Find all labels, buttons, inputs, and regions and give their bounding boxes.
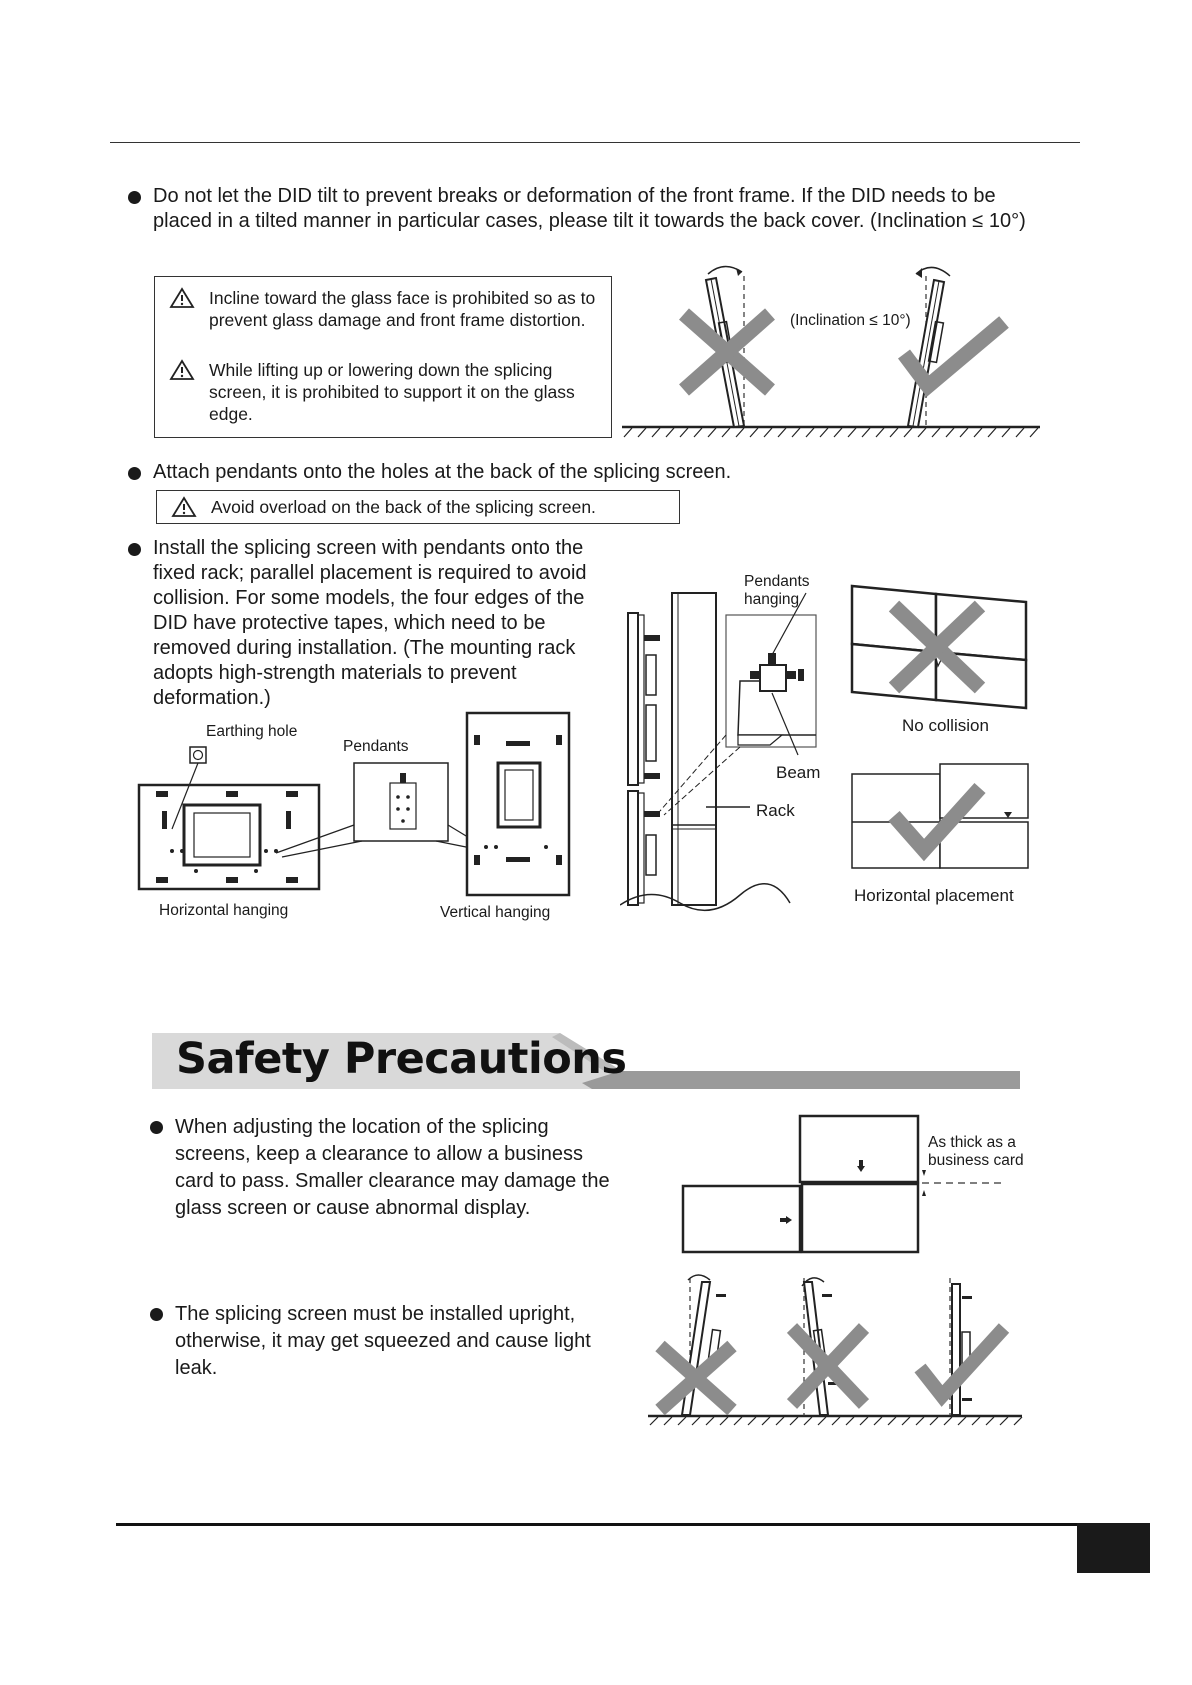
bullet-pendants: [128, 460, 1048, 485]
bullet-text: When adjusting the location of the splicing screens, keep a clearance to allow a business card to pass. Smaller clearance may damage the glass screen or cause abnormal display.: [175, 1116, 610, 1219]
footer-rule: [116, 1523, 1080, 1526]
rack-illustration: [620, 585, 850, 915]
business-card-line-1: As thick as a: [928, 1134, 1016, 1151]
vertical-hanging-label: Vertical hanging: [440, 904, 551, 921]
warning-text: Incline toward the glass face is prohibited so as to prevent glass damage and front frame distortion.: [209, 288, 596, 330]
bullet-upright: [150, 1301, 620, 1382]
warning-row: [169, 287, 599, 331]
earthing-hole-label: Earthing hole: [206, 723, 298, 740]
bullet-text: Attach pendants onto the holes at the back of the splicing screen.: [153, 461, 732, 483]
hanging-illustration: [136, 705, 576, 905]
bullet-icon: [128, 467, 141, 480]
bullet-text: The splicing screen must be installed upright, otherwise, it may get squeezed and cause light leak.: [175, 1303, 591, 1379]
pendants-hanging-line-2: hanging: [744, 591, 800, 608]
bullet-icon: [150, 1121, 163, 1134]
beam-label: Beam: [776, 763, 821, 782]
business-card-line-2: business card: [928, 1152, 1024, 1169]
horizontal-placement-label: Horizontal placement: [854, 886, 1014, 905]
bullet-rack: [128, 536, 618, 711]
section-title: Safety Precautions: [176, 1034, 627, 1084]
header-rule: [110, 142, 1080, 143]
warning-row: [171, 496, 671, 518]
rack-label: Rack: [756, 801, 795, 820]
bullet-text: Install the splicing screen with pendants onto the fixed rack; parallel placement is required to avoid collision. For some models, the four edges of the DID have protective tapes, which need to be removed during installation. (The mounting rack adopts high-strength materials to prevent deformation.): [153, 537, 587, 709]
warning-row: [169, 359, 599, 425]
warning-text: Avoid overload on the back of the splicing screen.: [211, 497, 596, 517]
pendants-hanging-line-1: Pendants: [744, 573, 810, 590]
bullet-icon: [128, 191, 141, 204]
bullet-clearance: [150, 1114, 610, 1222]
warning-box-tilt: [154, 276, 612, 438]
page-number-tab: [1077, 1523, 1150, 1573]
bullet-icon: [150, 1308, 163, 1321]
warning-text: While lifting up or lowering down the splicing screen, it is prohibited to support it on the glass edge.: [209, 360, 575, 424]
tilt-illustration: [620, 262, 1040, 442]
warning-triangle-icon: [169, 359, 195, 381]
section-banner: [152, 1033, 1020, 1089]
warning-triangle-icon: [169, 287, 195, 309]
bullet-text: Do not let the DID tilt to prevent breaks or deformation of the front frame. If the DID needs to be placed in a tilted manner in particular cases, please tilt it towards the back cover. (Inclination ≤ 10°): [153, 185, 1026, 232]
business-card-label: [928, 1134, 1024, 1170]
bullet-icon: [128, 543, 141, 556]
no-collision-label: No collision: [902, 716, 989, 735]
bullet-tilt: [128, 184, 1048, 234]
warning-box-overload: [156, 490, 680, 524]
pendants-label: Pendants: [343, 738, 409, 755]
horizontal-hanging-label: Horizontal hanging: [159, 902, 289, 919]
warning-triangle-icon: [171, 496, 197, 518]
upright-illustration: [648, 1270, 1024, 1430]
inclination-label: (Inclination ≤ 10°): [790, 312, 911, 329]
pendants-hanging-label: [744, 573, 810, 609]
